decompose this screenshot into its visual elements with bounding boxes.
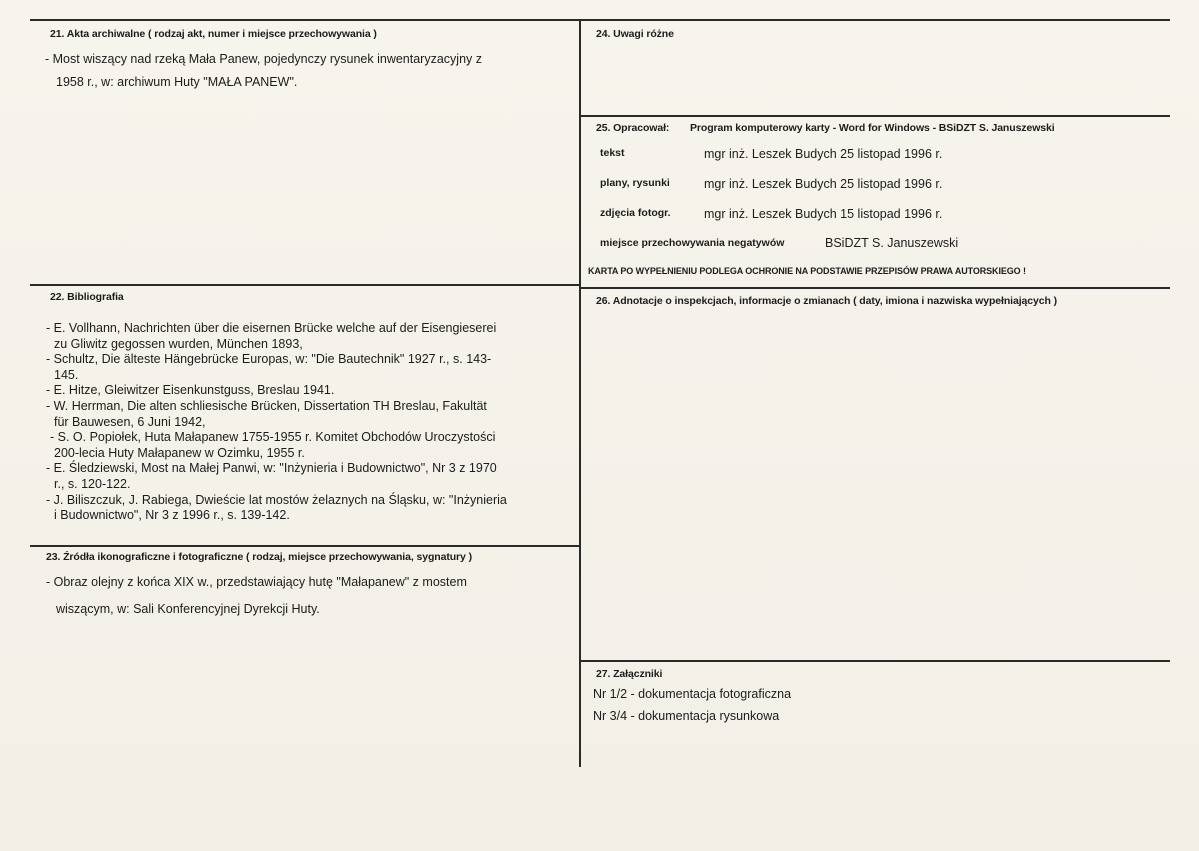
section-23-line-1: - Obraz olejny z końca XIX w., przedstawiający hutę "Małapanew" z mostem	[46, 575, 467, 589]
bibliography-line: r., s. 120-122.	[54, 477, 131, 491]
divider-21-22	[30, 284, 579, 286]
copyright-warning: KARTA PO WYPEŁNIENIU PODLEGA OCHRONIE NA PODSTAWIE PRZEPISÓW PRAWA AUTORSKIEGO !	[588, 266, 1026, 276]
section-22-title: 22. Bibliografia	[50, 291, 124, 303]
divider-26-27	[580, 660, 1170, 662]
divider-25-26	[580, 287, 1170, 289]
section-21-line-1: - Most wiszący nad rzeką Mała Panew, pojedynczy rysunek inwentaryzacyjny z	[45, 52, 482, 66]
column-divider-line	[579, 19, 581, 767]
section-21-title: 21. Akta archiwalne ( rodzaj akt, numer i miejsce przechowywania )	[50, 28, 377, 40]
bibliography-line: - E. Śledziewski, Most na Małej Panwi, w: "Inżynieria i Budownictwo", Nr 3 z 1970	[46, 461, 497, 476]
section-23-title: 23. Źródła ikonograficzne i fotograficzne ( rodzaj, miejsce przechowywania, sygnatury )	[46, 551, 472, 563]
bibliography-line: - E. Hitze, Gleiwitzer Eisenkunstguss, Breslau 1941.	[46, 383, 335, 398]
author-label-plans: plany, rysunki	[600, 177, 670, 189]
section-27-title: 27. Załączniki	[596, 668, 663, 680]
author-label-photos: zdjęcia fotogr.	[600, 207, 671, 219]
bibliography-line: - Schultz, Die älteste Hängebrücke Europas, w: "Die Bautechnik" 1927 r., s. 143-	[46, 352, 492, 367]
bibliography-line: - E. Vollhann, Nachrichten über die eisernen Brücke welche auf der Eisengieserei	[46, 321, 497, 335]
author-value-photos: mgr inż. Leszek Budych 15 listopad 1996 r.	[704, 207, 943, 221]
attachment-line-2: Nr 3/4 - dokumentacja rysunkowa	[593, 709, 780, 723]
section-23-line-2: wiszącym, w: Sali Konferencyjnej Dyrekcji Huty.	[56, 602, 320, 616]
author-value-plans: mgr inż. Leszek Budych 25 listopad 1996 r.	[704, 177, 943, 191]
bibliography-line: 145.	[54, 367, 79, 382]
bibliography-line: zu Gliwitz gegossen wurden, München 1893,	[54, 336, 303, 351]
author-value-text: mgr inż. Leszek Budych 25 listopad 1996 r.	[704, 147, 943, 161]
section-24-title: 24. Uwagi różne	[596, 28, 674, 40]
section-25-title: 25. Opracował:	[596, 122, 670, 134]
bibliography-line: - S. O. Popiołek, Huta Małapanew 1755-1955 r. Komitet Obchodów Uroczystości	[50, 430, 496, 445]
author-label-text: tekst	[600, 147, 625, 159]
bibliography-line: i Budownictwo", Nr 3 z 1996 r., s. 139-142.	[54, 508, 290, 523]
bibliography-line: - J. Biliszczuk, J. Rabiega, Dwieście lat mostów żelaznych na Śląsku, w: "Inżynieria	[46, 492, 507, 507]
bibliography-line: für Bauwesen, 6 Juni 1942,	[54, 414, 206, 429]
bibliography-line: - W. Herrman, Die alten schliesische Brücken, Dissertation TH Breslau, Fakultät	[46, 399, 487, 413]
section-26-title: 26. Adnotacje o inspekcjach, informacje o zmianach ( daty, imiona i nazwiska wypełniających )	[596, 295, 1058, 307]
bibliography-line: 200-lecia Huty Małapanew w Ozimku, 1955 r.	[54, 445, 305, 460]
divider-22-23	[30, 545, 579, 547]
negatives-label: miejsce przechowywania negatywów	[600, 237, 785, 249]
attachment-line-1: Nr 1/2 - dokumentacja fotograficzna	[593, 687, 792, 701]
negatives-value: BSiDZT S. Januszewski	[825, 236, 959, 250]
section-21-line-2: 1958 r., w: archiwum Huty "MAŁA PANEW".	[56, 75, 298, 89]
section-25-program: Program komputerowy karty - Word for Windows - BSiDZT S. Januszewski	[690, 122, 1055, 134]
divider-24-25	[580, 115, 1170, 117]
top-border-line	[30, 19, 1170, 21]
